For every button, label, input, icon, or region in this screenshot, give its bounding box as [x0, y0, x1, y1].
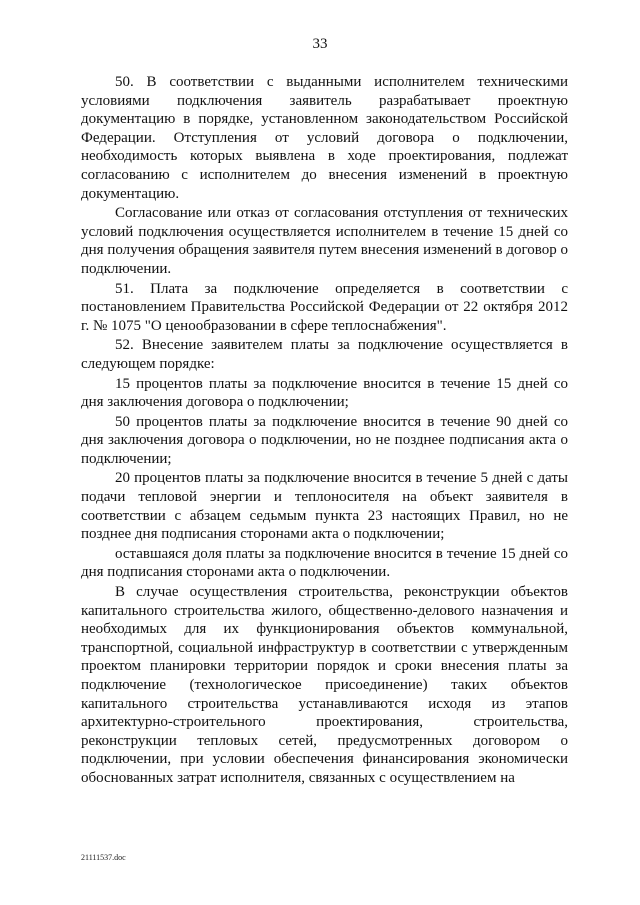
- paragraph-remaining-share: оставшаяся доля платы за подключение вносится в течение 15 дней со дня подписания сторонами акта о подключении.: [81, 545, 568, 581]
- paragraph-construction-case: В случае осуществления строительства, реконструкции объектов капитального строительства жилого, общественно-делового назначения и необходимых для их функционирования объектов коммунальной, транспортной, социальной инфраструктур в соответствии с утвержденным проектом планировки территории порядок и сроки внесения платы за подключение (технологическое присоединение) таких объектов капитального строительства устанавливаются исходя из этапов архитектурно-строительного проектирования, строительства, реконструкции тепловых сетей, предусмотренных договором о подключении, при условии обеспечения финансирования экономически обоснованных затрат исполнителя, связанных с осуществлением на: [81, 584, 568, 786]
- paragraph-15-percent: 15 процентов платы за подключение вносится в течение 15 дней со дня заключения договора о подключении;: [81, 375, 568, 411]
- paragraph-20-percent: 20 процентов платы за подключение вносится в течение 5 дней с даты подачи тепловой энергии и теплоносителя на объект заявителя в соответствии с абзацем седьмым пункта 23 настоящих Правил, но не позднее дня подписания сторонами акта о подключении;: [81, 470, 568, 543]
- paragraph-52: 52. Внесение заявителем платы за подключение осуществляется в следующем порядке:: [81, 337, 568, 372]
- document-filename: 21111537.doc: [81, 853, 126, 862]
- paragraph-50-percent: 50 процентов платы за подключение вносится в течение 90 дней со дня заключения договора о подключении, но не позднее подписания акта о подключении;: [81, 413, 568, 467]
- paragraph-50: 50. В соответствии с выданными исполнителем техническими условиями подключения заявитель разрабатывает проектную документацию в порядке, установленном законодательством Российской Федерации. Отступления от условий договора о подключении, необходимость которых выявлена в ходе проектирования, подлежат согласованию с исполнителем до внесения изменений в проектную документацию.: [81, 74, 568, 202]
- paragraph-approval: Согласование или отказ от согласования отступления от технических условий подключения осуществляется исполнителем в течение 15 дней со дня получения обращения заявителя путем внесения изменений в договор о подключении.: [81, 205, 568, 277]
- page-number: 33: [312, 36, 328, 52]
- document-body: [81, 73, 568, 788]
- paragraph-51: 51. Плата за подключение определяется в соответствии с постановлением Правительства Российской Федерации от 22 октября 2012 г. № 1075 "О ценообразовании в сфере теплоснабжения".: [81, 280, 568, 334]
